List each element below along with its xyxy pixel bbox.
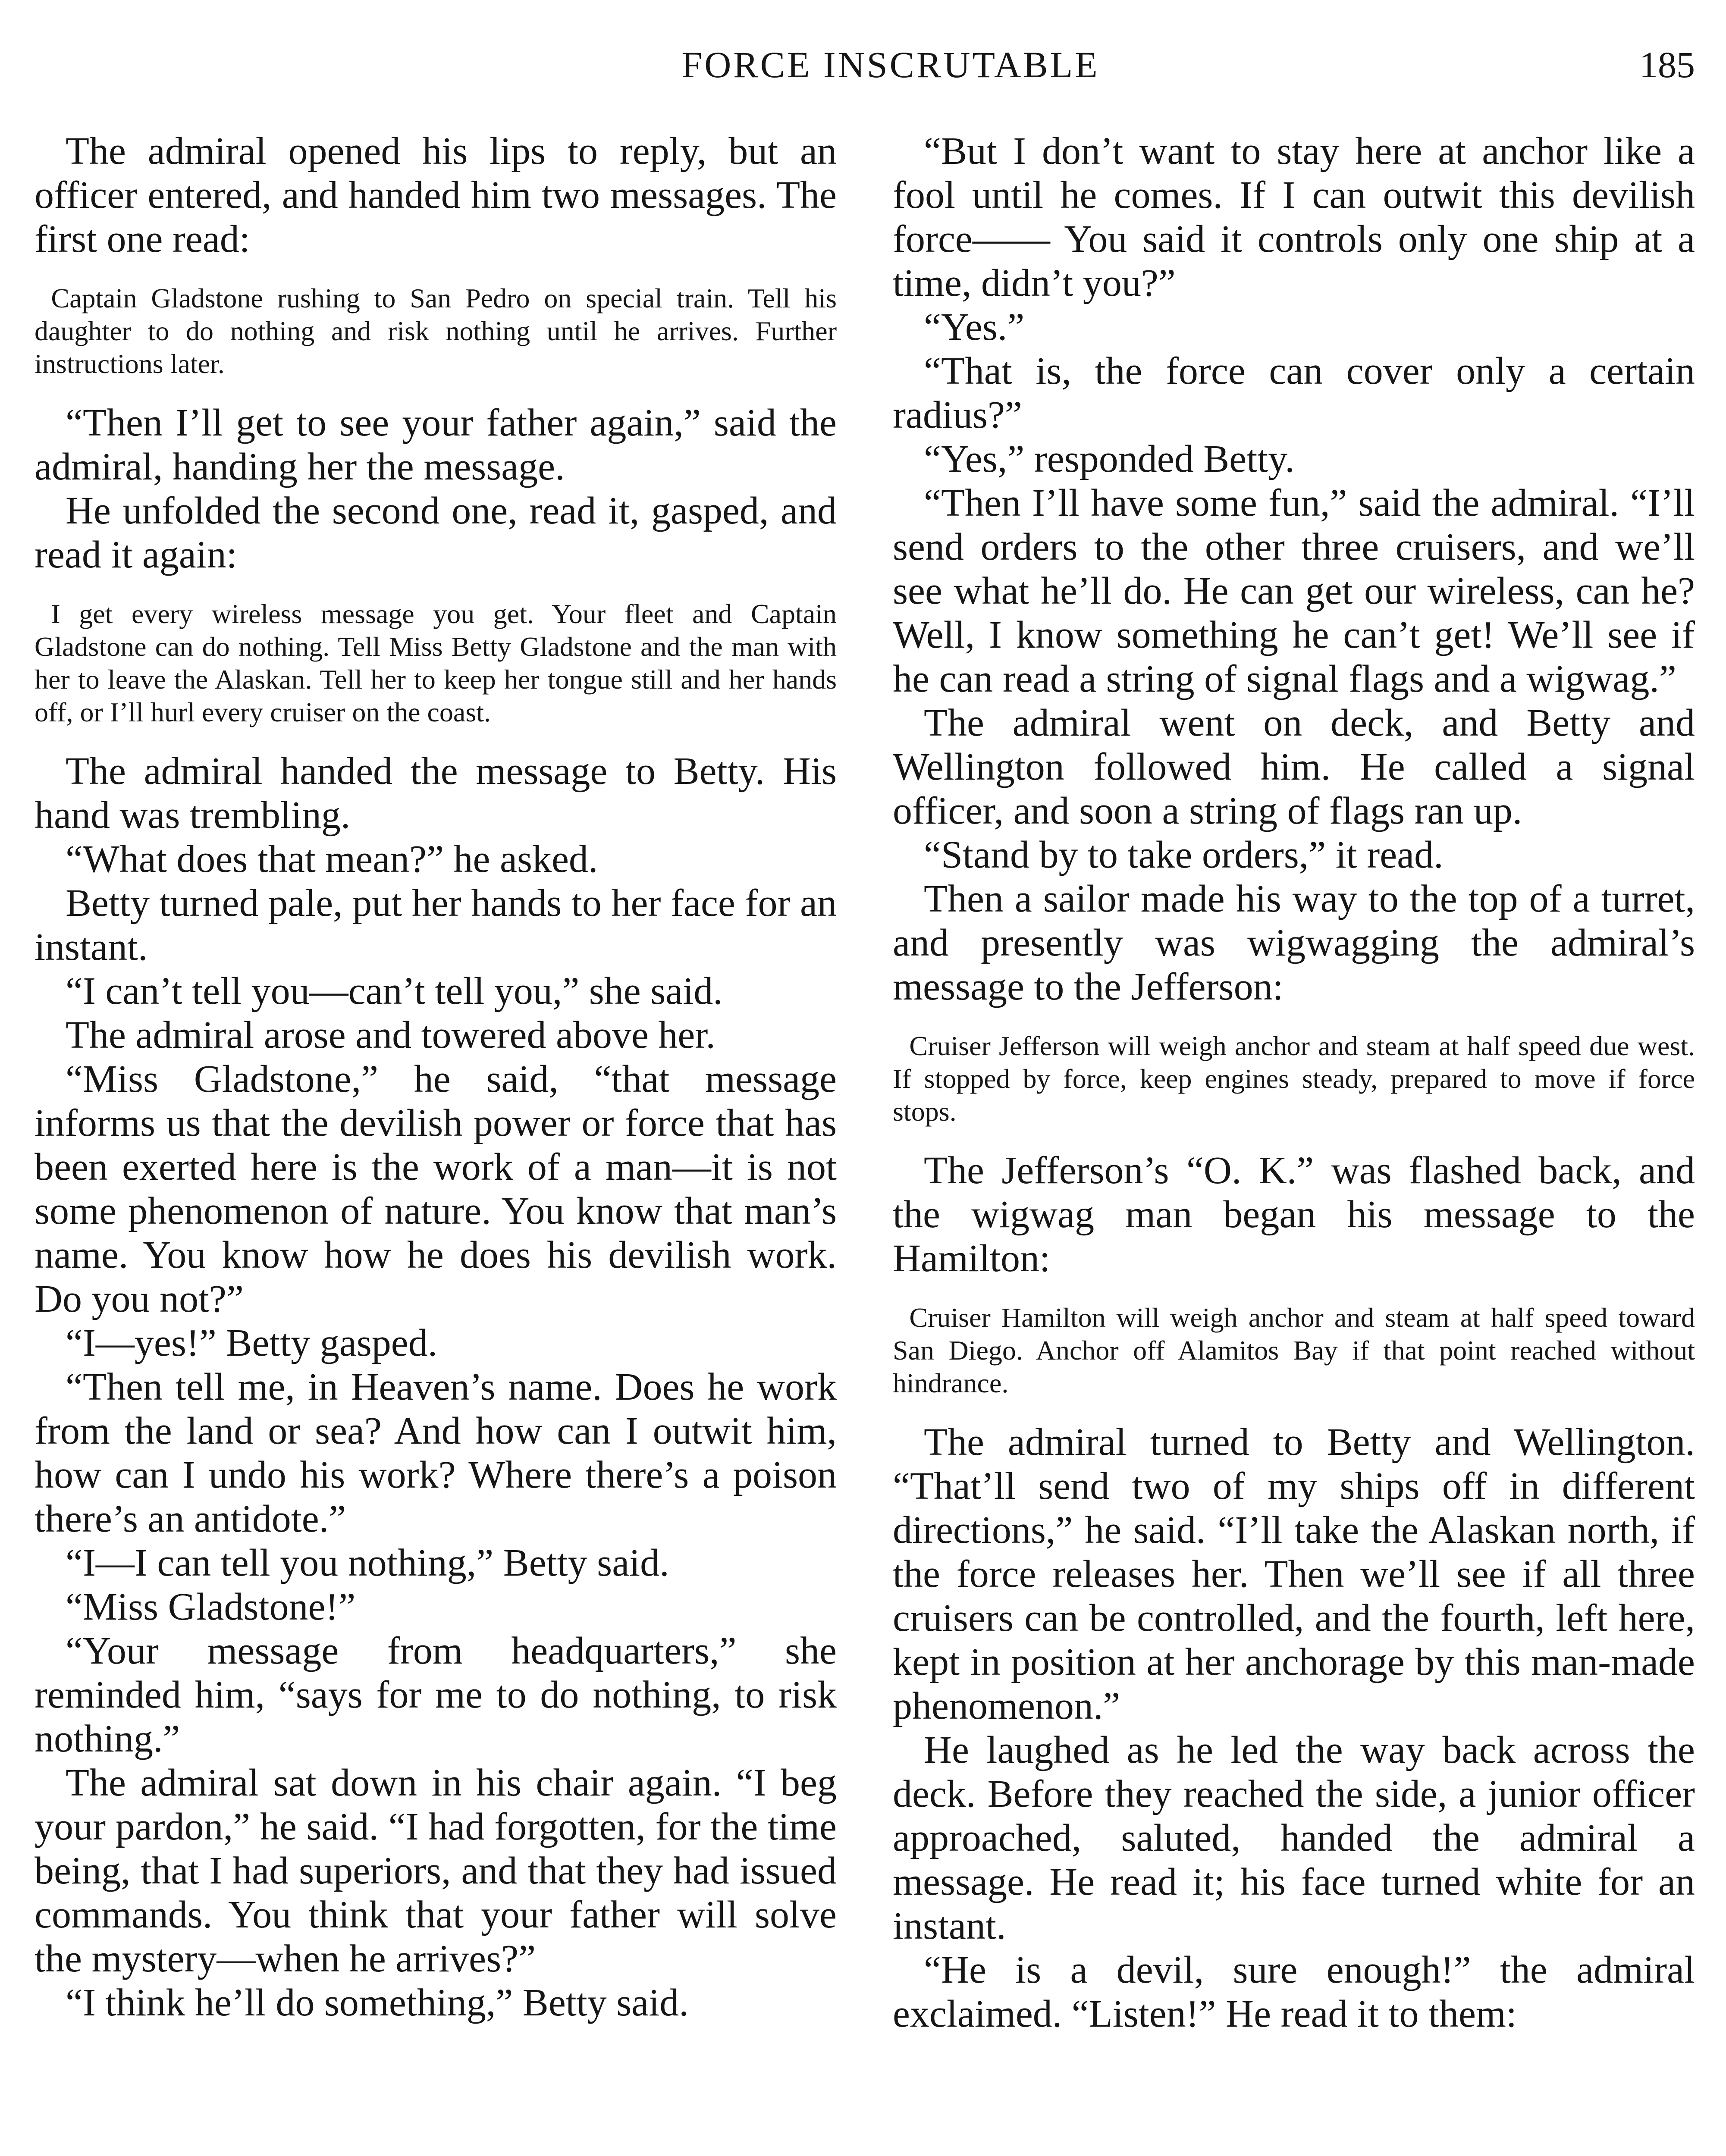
- paragraph: The admiral sat down in his chair again. “I beg your pardon,” he said. “I had forgotten, for the time being, that I had superiors, and that they had issued commands. You think that your father will solve the mystery—when he arrives?”: [35, 1761, 837, 1980]
- paragraph: The admiral opened his lips to reply, but an officer entered, and handed him two messages. The first one read:: [35, 130, 837, 260]
- paragraph: “But I don’t want to stay here at anchor like a fool until he comes. If I can outwit this devilish force—— You said it controls only one ship at a time, didn’t you?”: [893, 130, 1695, 304]
- paragraph: He laughed as he led the way back across the deck. Before they reached the side, a junior officer approached, saluted, handed the admiral a message. He read it; his face turned white for an instant.: [893, 1729, 1695, 1947]
- paragraph: “I—yes!” Betty gasped.: [66, 1322, 438, 1364]
- paragraph: “Yes.”: [924, 306, 1025, 348]
- paragraph: “I can’t tell you—can’t tell you,” she said.: [66, 970, 723, 1012]
- page-number: 185: [1639, 44, 1695, 85]
- paragraph: The admiral went on deck, and Betty and Wellington followed him. He called a signal officer, and soon a string of flags ran up.: [893, 702, 1695, 832]
- paragraph: “He is a devil, sure enough!” the admiral exclaimed. “Listen!” He read it to them:: [893, 1949, 1695, 2035]
- paragraph: “I think he’ll do something,” Betty said.: [66, 1981, 689, 2024]
- paragraph: “Then tell me, in Heaven’s name. Does he work from the land or sea? And how can I outwit him, how can I undo his work? Where there’s a poison there’s an antidote.”: [35, 1366, 837, 1540]
- paragraph: “That is, the force can cover only a certain radius?”: [893, 350, 1695, 436]
- telegram-message: Captain Gladstone rushing to San Pedro on special train. Tell his daughter to do nothing and risk nothing until he arrives. Further instructions later.: [35, 283, 837, 379]
- paragraph: “Yes,” responded Betty.: [924, 438, 1295, 480]
- paragraph: “What does that mean?” he asked.: [66, 838, 598, 881]
- paragraph: “I—I can tell you nothing,” Betty said.: [66, 1542, 669, 1584]
- left-column: [35, 129, 837, 2025]
- paragraph: The Jefferson’s “O. K.” was flashed back, and the wigwag man began his message to the Hamilton:: [893, 1149, 1695, 1280]
- paragraph: “Then I’ll get to see your father again,” said the admiral, handing her the message.: [35, 401, 837, 488]
- paragraph: “Miss Gladstone!”: [66, 1586, 356, 1628]
- paragraph: The admiral turned to Betty and Wellington. “That’ll send two of my ships off in different directions,” he said. “I’ll take the Alaskan north, if the force releases her. Then we’ll see if all three cruisers can be controlled, and the fourth, left here, kept in position at her anchorage by this man-made phenomenon.”: [893, 1421, 1695, 1727]
- paragraph: Betty turned pale, put her hands to her face for an instant.: [35, 882, 837, 968]
- telegram-message: I get every wireless message you get. Your fleet and Captain Gladstone can do nothing. Tell Miss Betty Gladstone and the man with her to leave the Alaskan. Tell her to keep her tongue still and her hands off, or I’ll hurl every cruiser on the coast.: [35, 599, 837, 727]
- telegram-message: Cruiser Jefferson will weigh anchor and steam at half speed due west. If stopped by force, keep engines steady, prepared to move if force stops.: [893, 1031, 1695, 1127]
- running-title: FORCE INSCRUTABLE: [681, 44, 1100, 85]
- telegram-message: Cruiser Hamilton will weigh anchor and steam at half speed toward San Diego. Anchor off Alamitos Bay if that point reached without hindrance.: [893, 1302, 1695, 1398]
- paragraph: “Your message from headquarters,” she reminded him, “says for me to do nothing, to risk nothing.”: [35, 1630, 837, 1760]
- paragraph: Then a sailor made his way to the top of a turret, and presently was wigwagging the admiral’s message to the Jefferson:: [893, 877, 1695, 1008]
- paragraph: “Then I’ll have some fun,” said the admiral. “I’ll send orders to the other three cruisers, and we’ll see what he’ll do. He can get our wireless, can he? Well, I know something he can’t get! We’ll see if he can read a string of signal flags and a wigwag.”: [893, 482, 1695, 700]
- paragraph: “Stand by to take orders,” it read.: [924, 834, 1444, 876]
- right-column: [893, 129, 1695, 2036]
- page-header: [86, 39, 1695, 91]
- paragraph: “Miss Gladstone,” he said, “that message informs us that the devilish power or force that has been exerted here is the work of a man—it is not some phenomenon of nature. You know that man’s name. You know how he does his devilish work. Do you not?”: [35, 1058, 837, 1320]
- paragraph: He unfolded the second one, read it, gasped, and read it again:: [35, 489, 837, 576]
- paragraph: The admiral arose and towered above her.: [66, 1014, 716, 1056]
- paragraph: The admiral handed the message to Betty. His hand was trembling.: [35, 750, 837, 837]
